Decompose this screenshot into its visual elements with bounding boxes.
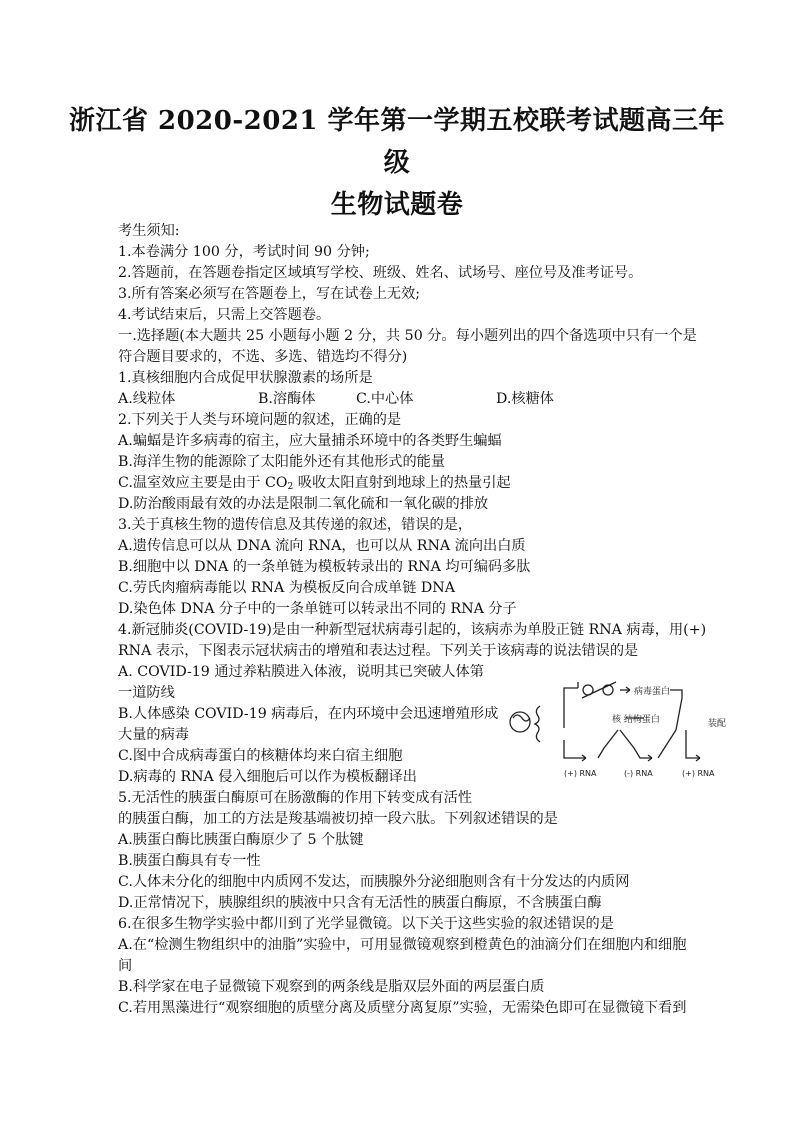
q1-stem: 1.真核细胞内合成促甲状腺激素的场所是 [118, 370, 373, 386]
page-title-line1: 浙江省 2020-2021 学年第一学期五校联考试题高三年 [68, 106, 726, 136]
notice-item-1: 1.本卷满分 100 分，考试时间 90 分钟; [118, 244, 370, 260]
q3-option-a: A.遗传信息可以从 DNA 流向 RNA，也可以从 RNA 流向出白质 [118, 538, 526, 554]
q5-option-a: A.胰蛋白酶比胰蛋白酶原少了 5 个肽键 [118, 832, 364, 848]
q6-stem: 6.在很多生物学实验中都川到了光学显微镜。以下关于这些实验的叙述错误的是 [118, 916, 614, 932]
top-path-line [564, 688, 578, 728]
q3-option-d: D.染色体 DNA 分子中的一条单链可以转录出不同的 RNA 分子 [118, 601, 517, 617]
q4-stem-line2: RNA 表示，下图表示冠状病击的增殖和表达过程。下列关于该病毒的说法错误的是 [118, 643, 639, 659]
q1-option-d: D.核糖体 [496, 391, 554, 407]
q5-stem-line1: 5.无活性的胰蛋白酶原可在肠激酶的作用下转变成有活性 [118, 790, 473, 806]
label-virus-protein: 病毒蛋白 [634, 687, 671, 697]
q4-option-c: C.图中合成病毒蛋白的核糖体均来白宿主细胞 [118, 748, 403, 764]
q5-option-b: B.胰蛋白酶具有专一性 [118, 853, 261, 869]
q1-option-c: C.中心体 [356, 391, 414, 407]
label-rna-minus: (-) RNA [624, 769, 653, 778]
q2-option-d: D.防治酸雨最有效的办法是限制二氧化硫和一氧化碳的排放 [118, 496, 489, 512]
notice-item-4: 4.考试结束后，只需上交答题卷。 [118, 307, 331, 323]
q2-option-c-post: 吸收太阳直射到地球上的热量引起 [293, 475, 511, 491]
mrna-strand-line [582, 682, 616, 698]
branch-line-2 [620, 730, 652, 758]
virus-particle-icon [510, 712, 530, 732]
right-path [686, 730, 700, 758]
q4-option-d: D.病毒的 RNA 侵入细胞后可以作为模板翻译出 [118, 769, 417, 785]
branch-line-1 [598, 730, 618, 758]
label-rna-plus-1: (+) RNA [564, 769, 597, 778]
q5-option-d: D.正常情况下，胰腺组织的胰液中只含有无活性的胰蛋白酶原，不含胰蛋白酶 [118, 895, 602, 911]
q1-option-a: A.线粒体 [118, 391, 176, 407]
q3-option-b: B.细胞中以 DNA 的一条单链为模板转录出的 RNA 均可编码多肽 [118, 559, 531, 575]
diagram-svg [486, 668, 738, 786]
virus-replication-diagram [486, 668, 738, 786]
q4-stem-line1: 4.新冠肺炎(COVID-19)是由一种新型冠状病毒引起的，该病赤为单股正链 RNA 病毒，用(+) [118, 622, 707, 638]
assembly-loop [670, 690, 682, 730]
q1-option-b: B.溶酶体 [258, 391, 316, 407]
diagram-brace [535, 706, 540, 742]
q2-option-a: A.蝙蝠是许多病毒的宿主，应大量捕杀环境中的各类野生蝙蝠 [118, 433, 502, 449]
notice-item-2: 2.答题前，在答题卷指定区域填写学校、班级、姓名、试场号、座位号及准考证号。 [118, 265, 643, 281]
q5-stem-line2: 的胰蛋白酶，加工的方法是羧基端被切掉一段六肽。下列叙述错误的是 [118, 811, 558, 827]
ribosome-icon-2 [603, 685, 613, 695]
q3-option-c: C.劳氏肉瘤病毒能以 RNA 为模板反向合成单链 DNA [118, 580, 455, 596]
q5-option-c: C.人体未分化的细胞中内质网不发达，而胰腺外分泌细胞则含有十分发达的内质网 [118, 874, 630, 890]
q6-option-b: B.科学家在电子显微镜下观察到的两条线是脂双层外面的两层蛋白质 [118, 979, 545, 995]
q2-option-c-pre: C.温室效应主要是由于 CO [118, 475, 288, 491]
label-rna-plus-2: (+) RNA [682, 769, 715, 778]
section-heading-line2: 符合题目要求的，不选、多选、错选均不得分) [118, 349, 408, 365]
q4-option-b-line2: 大量的病毒 [118, 727, 189, 743]
q4-option-a-line1: A. COVID-19 通过养粘膜进入体液，说明其已突破人体第 [118, 664, 484, 680]
q4-option-b-line1: B.人体感染 COVID-19 病毒后，在内环境中会迅速增殖形成 [118, 706, 499, 722]
section-heading-line1: 一.选择题(本大题共 25 小题每小题 2 分，共 50 分。每小题列出的四个备选项中只有一个是 [118, 328, 697, 344]
q2-option-c-sub: 2 [287, 482, 294, 492]
q4-option-a-line2: 一道防线 [118, 685, 175, 701]
q6-option-c: C.若用黑藻进行“观察细胞的质壁分离及质壁分离复原”实验，无需染色即可在显微镜下看到 [118, 1000, 687, 1016]
label-structural-protein: 核 结构蛋白 [612, 715, 660, 725]
q2-stem: 2.下列关于人类与环境问题的叙述，正确的是 [118, 412, 402, 428]
q6-option-a-line1: A.在“检测生物组织中的油脂”实验中，可用显微镜观察到橙黄色的油滴分们在细胞内和细胞 [118, 937, 687, 953]
label-assembly: 装配 [708, 719, 727, 729]
branch-line-3 [658, 730, 676, 758]
q3-stem: 3.关于真核生物的遗传信息及其传递的叙述，错误的是， [118, 517, 473, 533]
notice-item-3: 3.所有答案必须写在答题卷上，写在试卷上无效; [118, 286, 421, 302]
notice-heading: 考生须知: [118, 223, 180, 239]
q6-option-a-line2: 间 [118, 958, 133, 974]
q2-option-b: B.海洋生物的能源除了太阳能外还有其他形式的能量 [118, 454, 446, 470]
page-title-line2: 级 [383, 148, 411, 178]
page-subtitle: 生物试题卷 [330, 190, 464, 220]
